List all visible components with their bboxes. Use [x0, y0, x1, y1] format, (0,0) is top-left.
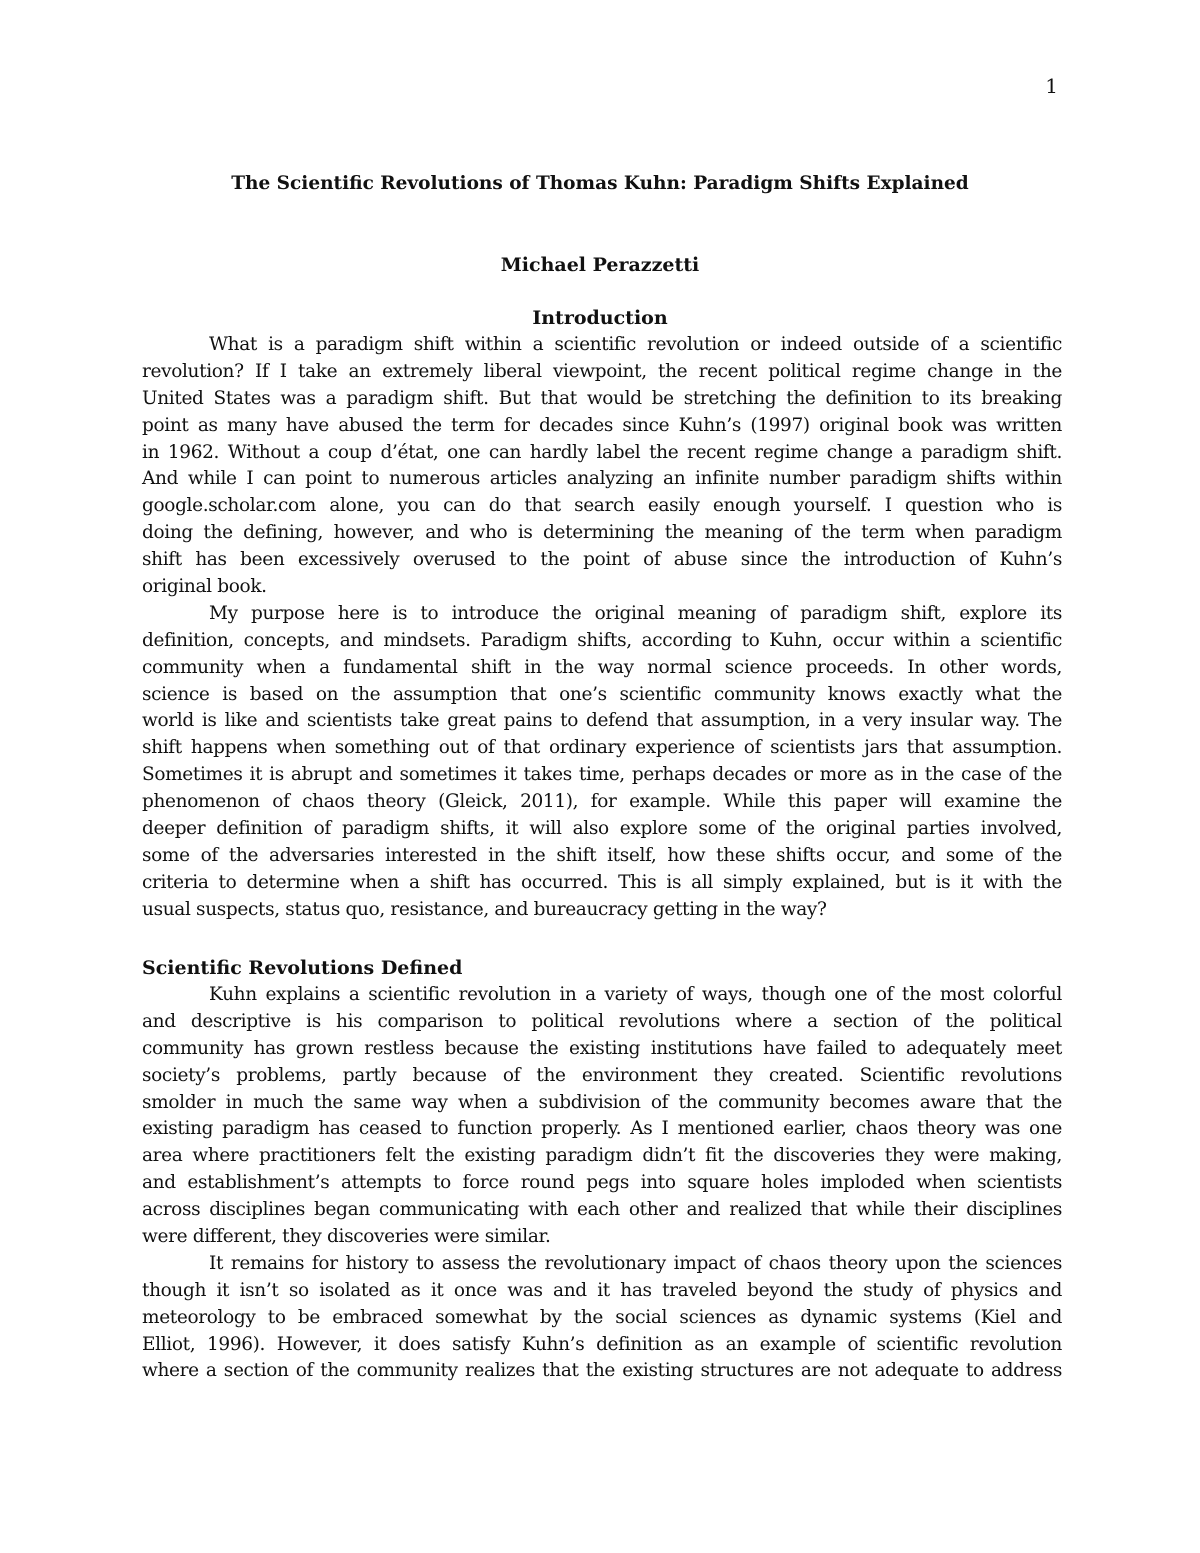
text-line: across disciplines began communicating with each other and realized that while their disciplines: [142, 1199, 1062, 1221]
author-name: Michael Perazzetti: [500, 254, 700, 276]
introduction-heading: Introduction: [532, 307, 668, 329]
text-line: existing paradigm has ceased to function properly. As I mentioned earlier, chaos theory was one: [142, 1118, 1062, 1140]
text-line: Kuhn explains a scientific revolution in a variety of ways, though one of the most colorful: [209, 984, 1062, 1005]
text-line: community has grown restless because the existing institutions have failed to adequately meet: [142, 1037, 1062, 1059]
text-line: some of the adversaries interested in the shift itself, how these shifts occur, and some of the: [142, 844, 1062, 866]
text-line: My purpose here is to introduce the original meaning of paradigm shift, explore its: [209, 602, 1062, 624]
text-line: area where practitioners felt the existing paradigm didn’t fit the discoveries they were making,: [142, 1145, 1062, 1167]
text-line: community when a fundamental shift in the way normal science proceeds. In other words,: [142, 656, 1062, 678]
text-line: meteorology to be embraced somewhat by the social sciences as dynamic systems (Kiel and: [142, 1306, 1062, 1328]
text-line: society’s problems, partly because of the environment they created. Scientific revolutions: [142, 1064, 1062, 1086]
page-number: 1: [1045, 74, 1058, 98]
text-line: What is a paradigm shift within a scientific revolution or indeed outside of a scientific: [209, 334, 1062, 355]
text-line: google.scholar.com alone, you can do that search easily enough yourself. I question who is: [142, 495, 1062, 517]
text-line: smolder in much the same way when a subdivision of the community becomes aware that the: [142, 1091, 1062, 1113]
text-line: though it isn’t so isolated as it once was and it has traveled beyond the study of physics and: [142, 1279, 1062, 1301]
text-line: science is based on the assumption that one’s scientific community knows exactly what the: [142, 683, 1062, 705]
text-line: were different, they discoveries were similar.: [142, 1226, 551, 1248]
scientific-revolutions-body: [142, 982, 1062, 1385]
introduction-body: [142, 332, 1062, 924]
text-line: and establishment’s attempts to force round pegs into square holes imploded when scientists: [142, 1172, 1062, 1194]
text-line: United States was a paradigm shift. But that would be stretching the definition to its breaking: [142, 387, 1062, 409]
paragraph: [142, 332, 1062, 601]
text-line: criteria to determine when a shift has occurred. This is all simply explained, but is it with the: [142, 871, 1062, 893]
text-line: shift has been excessively overused to the point of abuse since the introduction of Kuhn’s: [142, 549, 1062, 571]
text-line: in 1962. Without a coup d’état, one can hardly label the recent regime change a paradigm shift.: [142, 441, 1062, 463]
text-line: world is like and scientists take great pains to defend that assumption, in a very insular way. The: [142, 710, 1062, 732]
document-title: The Scientific Revolutions of Thomas Kuhn: Paradigm Shifts Explained: [231, 173, 969, 194]
paragraph: [142, 982, 1062, 1251]
text-line: where a section of the community realizes that the existing structures are not adequate to address: [142, 1360, 1062, 1382]
text-line: phenomenon of chaos theory (Gleick, 2011), for example. While this paper will examine the: [142, 791, 1062, 813]
text-line: It remains for history to assess the revolutionary impact of chaos theory upon the sciences: [209, 1252, 1062, 1274]
text-line: point as many have abused the term for decades since Kuhn’s (1997) original book was written: [142, 414, 1062, 436]
paragraph: [142, 1251, 1062, 1385]
text-line: shift happens when something out of that ordinary experience of scientists jars that assumption.: [142, 737, 1062, 759]
text-line: revolution? If I take an extremely liberal viewpoint, the recent political regime change in the: [142, 360, 1062, 382]
text-line: doing the defining, however, and who is determining the meaning of the term when paradigm: [142, 522, 1062, 544]
text-line: usual suspects, status quo, resistance, and bureaucracy getting in the way?: [142, 898, 827, 920]
text-line: Sometimes it is abrupt and sometimes it takes time, perhaps decades or more as in the case of the: [142, 764, 1062, 786]
text-line: deeper definition of paradigm shifts, it will also explore some of the original parties involved,: [142, 818, 1062, 840]
text-line: definition, concepts, and mindsets. Paradigm shifts, according to Kuhn, occur within a scientific: [142, 629, 1062, 651]
text-line: And while I can point to numerous articles analyzing an infinite number paradigm shifts within: [142, 468, 1062, 490]
scientific-revolutions-heading: Scientific Revolutions Defined: [142, 957, 463, 979]
paragraph: [142, 601, 1062, 924]
text-line: original book.: [142, 576, 267, 598]
text-line: Elliot, 1996). However, it does satisfy Kuhn’s definition as an example of scientific revolution: [142, 1333, 1062, 1355]
text-line: and descriptive is his comparison to political revolutions where a section of the political: [142, 1010, 1062, 1032]
